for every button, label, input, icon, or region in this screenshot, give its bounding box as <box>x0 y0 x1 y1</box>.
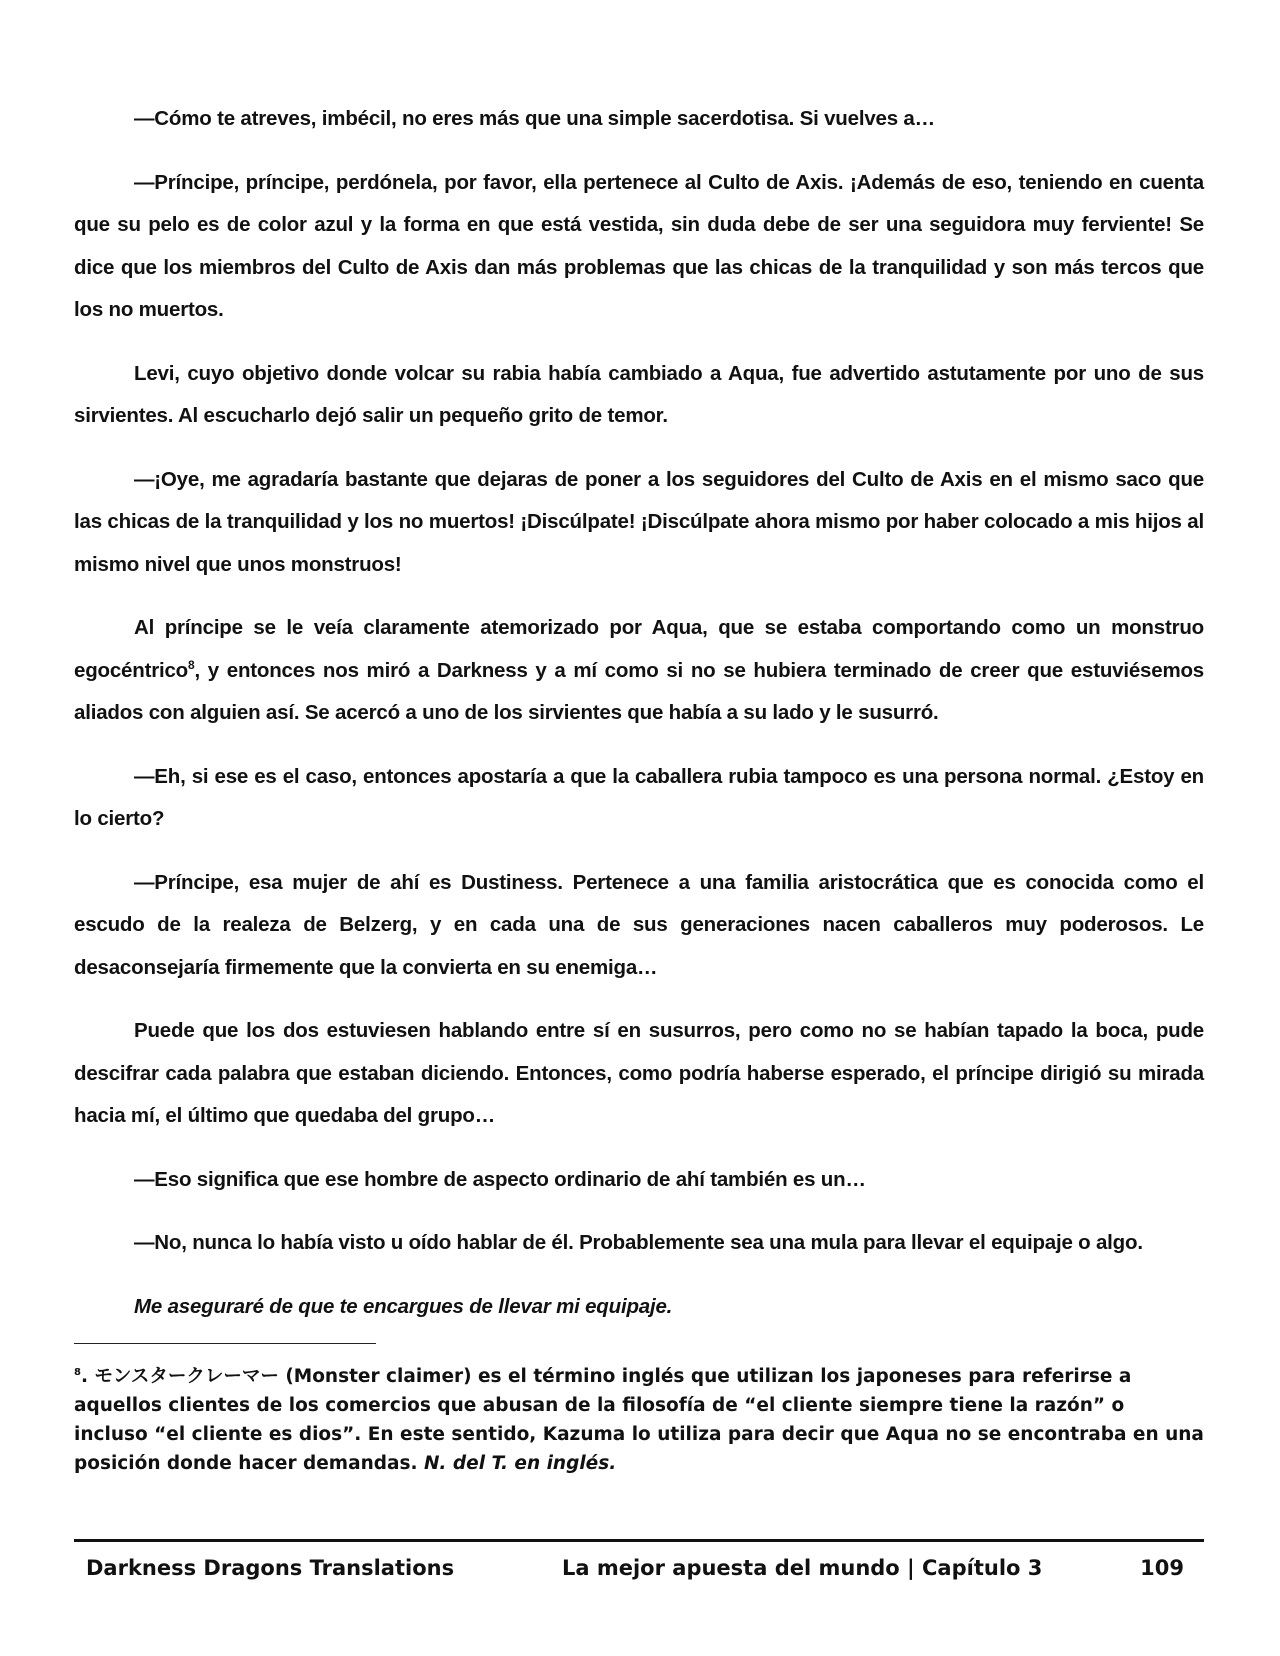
footer-divider <box>74 1539 1204 1542</box>
paragraph-5-text-after: , y entonces nos miró a Darkness y a mí como si no se hubiera terminado de creer que estuviésemos aliados con alguien así. Se acercó a uno de los sirvientes que había a su lado y le susurró. <box>74 658 1204 724</box>
paragraph-11-italic-thought: Me aseguraré de que te encargues de llevar mi equipaje. <box>134 1294 673 1318</box>
footnote <box>74 1362 1204 1478</box>
footnote-text: . モンスタークレーマー (Monster claimer) es el término inglés que utilizan los japoneses para referirse a aquellos clientes de los comercios que abusan de la filosofía de “el cliente siempre tiene la razón” o incluso “el cliente es dios”. En este sentido, Kazuma lo utiliza para decir que Aqua no se encontraba en una posición donde hacer demandas. <box>74 1366 1204 1474</box>
paragraph-5-text-before: Al príncipe se le veía claramente atemorizado por Aqua, que se estaba comportando como un monstruo egocéntrico <box>74 616 1204 682</box>
paragraph-8: Puede que los dos estuviesen hablando entre sí en susurros, pero como no se habían tapado la boca, pude descifrar cada palabra que estaban diciendo. Entonces, como podría haberse esperado, el príncipe dirigió su mirada hacia mí, el último que quedaba del grupo… <box>74 1019 1204 1127</box>
footnote-translator-note: N. del T. en inglés. <box>423 1453 617 1474</box>
paragraph-9: —Eso significa que ese hombre de aspecto ordinario de ahí también es un… <box>134 1167 866 1191</box>
paragraph-2: —Príncipe, príncipe, perdónela, por favor, ella pertenece al Culto de Axis. ¡Además de eso, teniendo en cuenta que su pelo es de color azul y la forma en que está vestida, sin duda debe de ser una seguidora muy ferviente! Se dice que los miembros del Culto de Axis dan más problemas que las chicas de la tranquilidad y son más tercos que los no muertos. <box>74 170 1204 321</box>
paragraph-3: Levi, cuyo objetivo donde volcar su rabia había cambiado a Aqua, fue advertido astutamente por uno de sus sirvientes. Al escucharlo dejó salir un pequeño grito de temor. <box>74 361 1204 427</box>
footnote-number: 8 <box>74 1366 81 1378</box>
page-footer <box>74 1550 1204 1586</box>
footnote-separator <box>74 1343 376 1344</box>
page-number: 109 <box>1140 1556 1184 1580</box>
footnote-reference[interactable]: 8 <box>188 657 195 672</box>
footer-publisher: Darkness Dragons Translations <box>86 1556 455 1580</box>
paragraph-1: —Cómo te atreves, imbécil, no eres más que una simple sacerdotisa. Si vuelves a… <box>134 107 935 130</box>
paragraph-4: —¡Oye, me agradaría bastante que dejaras de poner a los seguidores del Culto de Axis en el mismo saco que las chicas de la tranquilidad y los no muertos! ¡Discúlpate! ¡Discúlpate ahora mismo por haber colocado a mis hijos al mismo nivel que unos monstruos! <box>74 467 1204 576</box>
footer-chapter-title: La mejor apuesta del mundo | Capítulo 3 <box>562 1556 1043 1580</box>
page-body <box>74 98 1204 1349</box>
paragraph-7: —Príncipe, esa mujer de ahí es Dustiness. Pertenece a una familia aristocrática que es conocida como el escudo de la realeza de Belzerg, y en cada una de sus generaciones nacen caballeros muy poderosos. Le desaconsejaría firmemente que la convierta en su enemiga… <box>74 870 1204 979</box>
paragraph-5 <box>74 607 1204 735</box>
paragraph-6: —Eh, si ese es el caso, entonces apostaría a que la caballera rubia tampoco es una persona normal. ¿Estoy en lo cierto? <box>74 764 1204 830</box>
paragraph-10: —No, nunca lo había visto u oído hablar de él. Probablemente sea una mula para llevar el equipaje o algo. <box>134 1231 1143 1254</box>
